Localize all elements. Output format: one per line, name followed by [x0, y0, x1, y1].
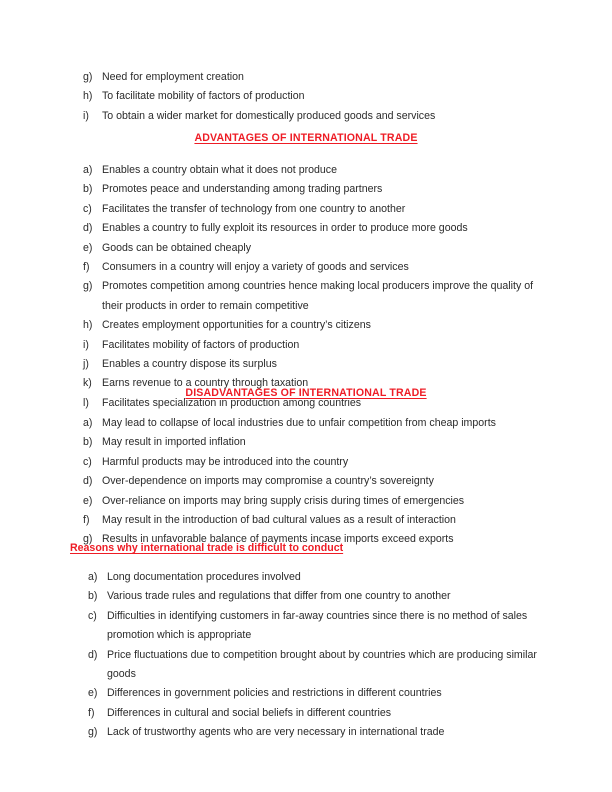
list-item-marker: e)	[88, 687, 98, 700]
list-item	[88, 723, 556, 742]
list-item-text: Creates employment opportunities for a country’s citizens	[102, 319, 371, 332]
list-item-text: May lead to collapse of local industries due to unfair competition from cheap imports	[102, 417, 496, 429]
list-item	[88, 607, 556, 646]
list-item-text: Differences in cultural and social beliefs in different countries	[107, 706, 392, 719]
list-item-marker: e)	[83, 241, 93, 254]
list-item-marker: c)	[88, 609, 97, 622]
heading-reasons-difficult-text: Reasons why international trade is difficult to conduct	[70, 542, 344, 554]
list-item	[83, 68, 553, 87]
list-item-marker: d)	[83, 222, 93, 235]
list-item-text: Need for employment creation	[102, 71, 244, 83]
list-item	[88, 646, 556, 685]
list-item-marker: f)	[83, 261, 90, 274]
list-item	[83, 511, 553, 530]
list-item	[83, 472, 553, 491]
list-item	[83, 433, 553, 452]
list-item-marker: c)	[83, 455, 92, 468]
list-item-text: May result in the introduction of bad cultural values as a result of interaction	[102, 514, 456, 527]
list-item	[83, 239, 553, 258]
list-item-text: May result in imported inflation	[102, 436, 246, 449]
list-item-marker: h)	[83, 319, 93, 332]
list-item-marker: k)	[83, 377, 92, 390]
list-item	[83, 87, 553, 106]
list-disadvantages	[83, 414, 553, 550]
list-item-marker: a)	[88, 571, 98, 583]
list-item-marker: a)	[83, 164, 93, 176]
list-item-text: Facilitates the transfer of technology from one country to another	[102, 202, 406, 215]
list-item-text: To obtain a wider market for domestically produced goods and services	[102, 109, 436, 122]
list-item-marker: f)	[83, 514, 90, 527]
list-item-marker: j)	[83, 358, 89, 371]
list-item-text: To facilitate mobility of factors of production	[102, 90, 305, 103]
list-item-marker: l)	[83, 396, 89, 409]
list-item-marker: h)	[83, 90, 93, 103]
list-item-text: Goods can be obtained cheaply	[102, 241, 252, 254]
list-item-text: Enables a country to fully exploit its resources in order to produce more goods	[102, 222, 468, 235]
list-item	[83, 107, 553, 126]
list-item-marker: i)	[83, 109, 89, 122]
list-item-text: Enables a country obtain what it does not produce	[102, 164, 337, 176]
list-reasons-for-trade-continued	[83, 68, 553, 126]
list-item	[83, 180, 553, 199]
list-item-marker: g)	[83, 280, 93, 293]
list-item-text: Facilitates mobility of factors of production	[102, 338, 300, 351]
list-item	[88, 568, 556, 587]
list-item	[88, 704, 556, 723]
list-item-marker: e)	[83, 494, 93, 507]
list-item-marker: b)	[83, 436, 93, 449]
list-item	[83, 316, 553, 335]
list-item	[83, 219, 553, 238]
heading-advantages	[0, 132, 612, 144]
list-item	[83, 492, 553, 511]
list-item-marker: i)	[83, 338, 89, 351]
list-item-marker: g)	[88, 726, 98, 739]
list-item	[83, 277, 553, 316]
list-item-text: Promotes peace and understanding among trading partners	[102, 183, 383, 196]
list-advantages	[83, 161, 553, 413]
list-item-text: Harmful products may be introduced into the country	[102, 455, 349, 468]
list-item-text: Various trade rules and regulations that differ from one country to another	[107, 590, 451, 603]
list-item-marker: d)	[88, 648, 98, 661]
list-item-text: Results in unfavorable balance of payments incase imports exceed exports	[102, 533, 454, 546]
list-item	[83, 355, 553, 374]
list-item-text: Difficulties in identifying customers in far-away countries since there is no method of sales promotion which is appropriate	[107, 609, 528, 642]
list-item-text: Price fluctuations due to competition brought about by countries which are producing similar goods	[107, 648, 537, 681]
list-item-text: Facilitates specialization in production among countries	[102, 396, 362, 409]
list-item	[83, 336, 553, 355]
list-item	[83, 161, 553, 180]
list-item	[88, 684, 556, 703]
heading-reasons-difficult	[70, 542, 343, 554]
list-item-marker: g)	[83, 71, 93, 83]
heading-advantages-text: ADVANTAGES OF INTERNATIONAL TRADE	[194, 132, 418, 144]
list-item	[83, 200, 553, 219]
list-item-text: Consumers in a country will enjoy a variety of goods and services	[102, 261, 409, 274]
list-item-marker: b)	[83, 183, 93, 196]
list-item-text: Enables a country dispose its surplus	[102, 358, 277, 371]
list-item	[88, 587, 556, 606]
list-item	[83, 258, 553, 277]
list-item-marker: g)	[83, 533, 93, 546]
heading-disadvantages	[0, 387, 612, 399]
list-item-text: Over-dependence on imports may compromise a country’s sovereignty	[102, 475, 434, 488]
list-item-marker: d)	[83, 475, 93, 488]
list-item-marker: b)	[88, 590, 98, 603]
list-item	[83, 414, 553, 433]
list-item-marker: c)	[83, 202, 92, 215]
list-item-marker: f)	[88, 706, 95, 719]
heading-disadvantages-text: DISADVANTAGES OF INTERNATIONAL TRADE	[185, 387, 427, 399]
list-item-marker: a)	[83, 417, 93, 429]
list-item-text: Promotes competition among countries hence making local producers improve the quality of their products in order to remain competitive	[102, 280, 534, 312]
list-item-text: Long documentation procedures involved	[107, 571, 301, 583]
list-item-text: Over-reliance on imports may bring supply crisis during times of emergencies	[102, 494, 465, 507]
list-item	[83, 453, 553, 472]
list-item-text: Lack of trustworthy agents who are very necessary in international trade	[107, 726, 445, 739]
list-reasons-difficult	[88, 568, 556, 743]
list-item-text: Differences in government policies and restrictions in different countries	[107, 687, 442, 700]
list-item-text: Earns revenue to a country through taxation	[102, 377, 309, 390]
